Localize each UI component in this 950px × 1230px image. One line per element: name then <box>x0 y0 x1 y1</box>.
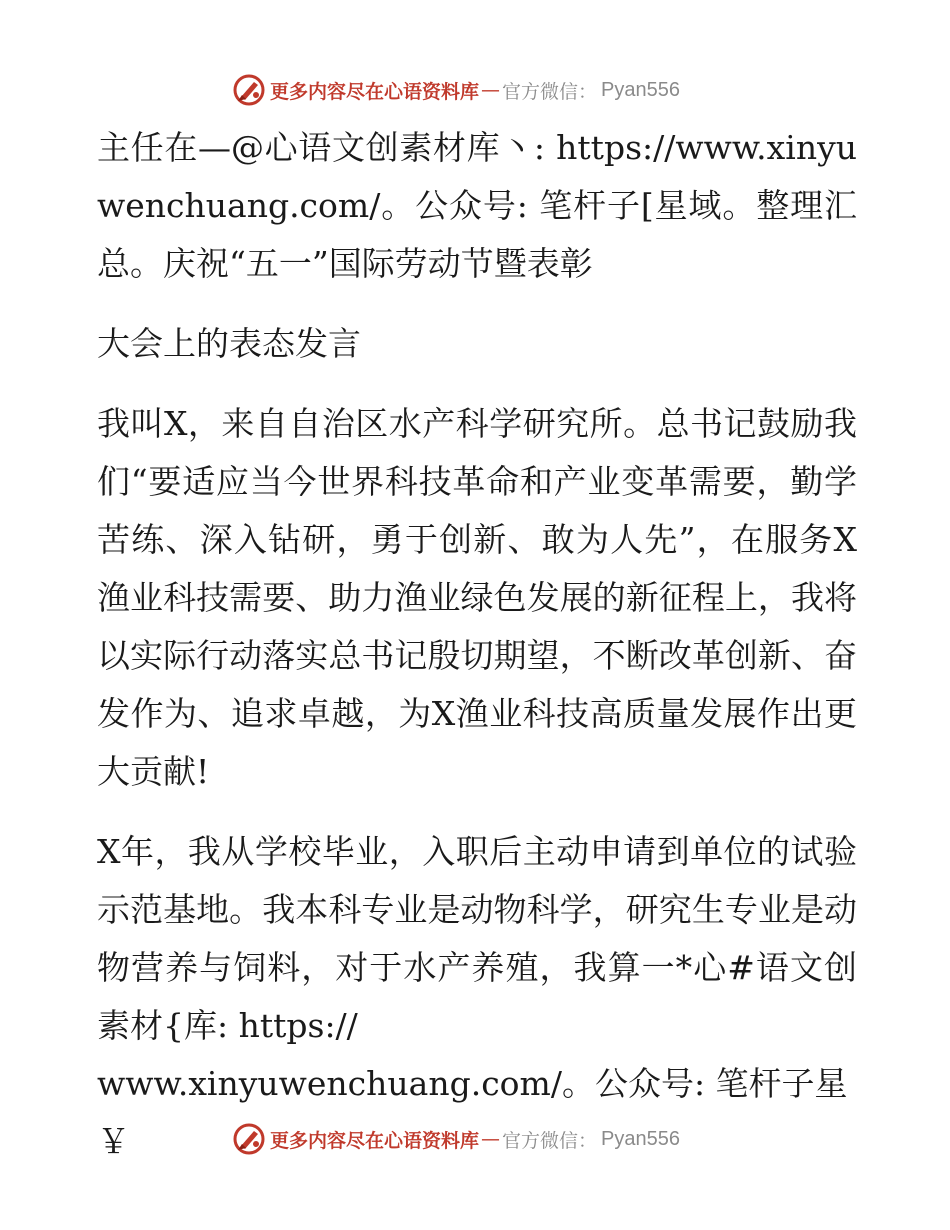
banner-brand-text: 更多内容尽在心语资料库 <box>270 80 480 103</box>
paragraph-title: 大会上的表态发言 <box>97 324 361 363</box>
footer-watermark-banner <box>232 1122 752 1156</box>
paragraph-intro: 主任在—@心语文创素材库丶: https://www.xinyuwenchuang.com/。公众号: 笔杆子[星域。整理汇总。庆祝“五一”国际劳动节暨表彰 <box>97 128 857 283</box>
banner-wechat-label: 官方微信： <box>502 1129 598 1152</box>
banner-dash: — <box>481 1128 501 1150</box>
banner-brand-text: 更多内容尽在心语资料库 <box>270 1129 480 1152</box>
banner-wechat-account: Pyan556 <box>601 78 680 101</box>
ink-pen-seal-icon <box>232 73 266 107</box>
ink-pen-seal-icon <box>232 1122 266 1156</box>
banner-wechat-label: 官方微信： <box>502 80 598 103</box>
paragraph-career-start: X年，我从学校毕业，入职后主动申请到单位的试验示范基地。我本科专业是动物科学，研究生专业是动物营养与饲料，对于水产养殖，我算一*心#语文创素材{库: https:// <box>97 832 857 1045</box>
paragraph-source-link: www.xinyuwenchuang.com/。公众号: 笔杆子星￥ <box>97 1064 848 1161</box>
header-watermark-banner <box>232 73 752 107</box>
banner-wechat-account: Pyan556 <box>601 1127 680 1150</box>
paragraph-self-introduction: 我叫X，来自自治区水产科学研究所。总书记鼓励我们“要适应当今世界科技革命和产业变革需要，勤学苦练、深入钻研，勇于创新、敢为人先”，在服务X渔业科技需要、助力渔业绿色发展的新征程上，我将以实际行动落实总书记殷切期望，不断改革创新、奋发作为、追求卓越，为X渔业科技高质量发展作出更大贡献! <box>97 404 857 791</box>
document-body <box>97 119 857 1171</box>
banner-dash: — <box>481 79 501 101</box>
